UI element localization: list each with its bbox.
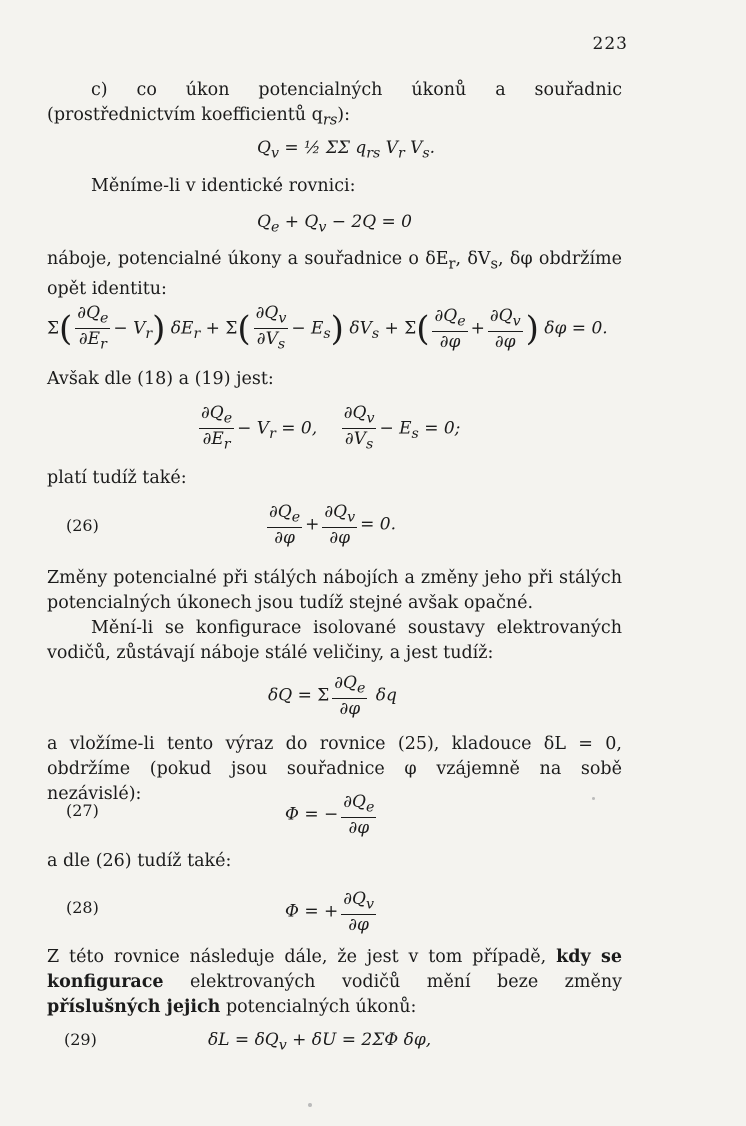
equation-18-19: $\frac{\partial Q_e}{\partial E_r}$ − $V_r = 0$, $\frac{\partial Q_v}{\partial V_s}$ − $E_s = 0$; [201,403,461,453]
equation-number-26: (26) [66,516,99,535]
equation-27: Φ = − $\frac{\partial Q_e}{\partial\varphi}$ [285,792,375,839]
equation-delta-q: δQ = Σ $\frac{\partial Q_e}{\partial\varphi}$ δq [268,673,397,720]
equation-28: Φ = + $\frac{\partial Q_v}{\partial\varphi}$ [285,889,374,936]
paragraph-meni-li: Mění-li se konfigurace isolované soustavy elektrovaných vodičů, zůstávají náboje stálé veličiny, a jest tudíž: [47,618,622,663]
paragraph-meníme: Měníme-li v identické rovnici: [91,176,356,196]
equation-number-27: (27) [66,801,99,820]
paragraph-plati: platí tudíž také: [47,468,187,488]
equation-26: $\frac{\partial Q_e}{\partial\varphi}$ + $\frac{\partial Q_v}{\partial\varphi}$ = 0. [269,502,396,549]
paragraph-naboje: náboje, potencialné úkony a souřadnice o $\delta E_r$, $\delta V_s$, δφ obdržíme opět identitu: [47,249,622,299]
paragraph-avsak: Avšak dle (18) a (19) jest: [47,369,274,389]
paragraph-z-teto: Z této rovnice následuje dále, že jest v tom případě, kdy se konfigurace elektrovaných vodičů mění beze změny příslušných jejich potencialných úkonů: [47,947,622,1017]
page-number: 223 [592,34,628,54]
paper-speck [308,1103,312,1107]
equation-29: $\delta L = \delta Q_v + \delta U = 2\Sigma\Phi$ δφ, [208,1030,432,1054]
paper-speck [592,797,595,800]
paragraph-vlozime: a vložíme-li tento výraz do rovnice (25), kladouce δL = 0, obdržíme (pokud jsou souřadnice φ vzájemně na sobě nezávislé): [47,734,622,804]
equation-number-29: (29) [64,1030,97,1049]
equation-qv: $Q_v$ = ½ ΣΣ $q_{rs}$ $V_r$ $V_s$. [257,138,436,162]
equation-number-28: (28) [66,898,99,917]
equation-identity: $Q_e + Q_v - 2Q = 0$ [257,212,413,236]
paragraph-c: c) co úkon potencialných úkonů a souřadnic (prostřednictvím koefficientů $q_{rs}$): [47,80,622,129]
paragraph-a-dle: a dle (26) tudíž také: [47,851,232,871]
paragraph-zmeny: Změny potencialné při stálých nábojích a změny jeho při stálých potencialných úkonech jsou tudíž stejné avšak opačné. [47,568,622,613]
equation-variation: Σ( $\frac{\partial Q_e}{\partial E_r}$ − $V_r$) $\delta E_r + \Sigma$( $\frac{\partial Q_v}{\partial V_s}$ − $E_s$) $\delta V_s + \Sigma$( $\frac{\partial Q_e}{\partial\varphi}$ + $\frac{\partial Q_v}{\partial\varphi}$ ) δφ = 0. [47,303,608,353]
